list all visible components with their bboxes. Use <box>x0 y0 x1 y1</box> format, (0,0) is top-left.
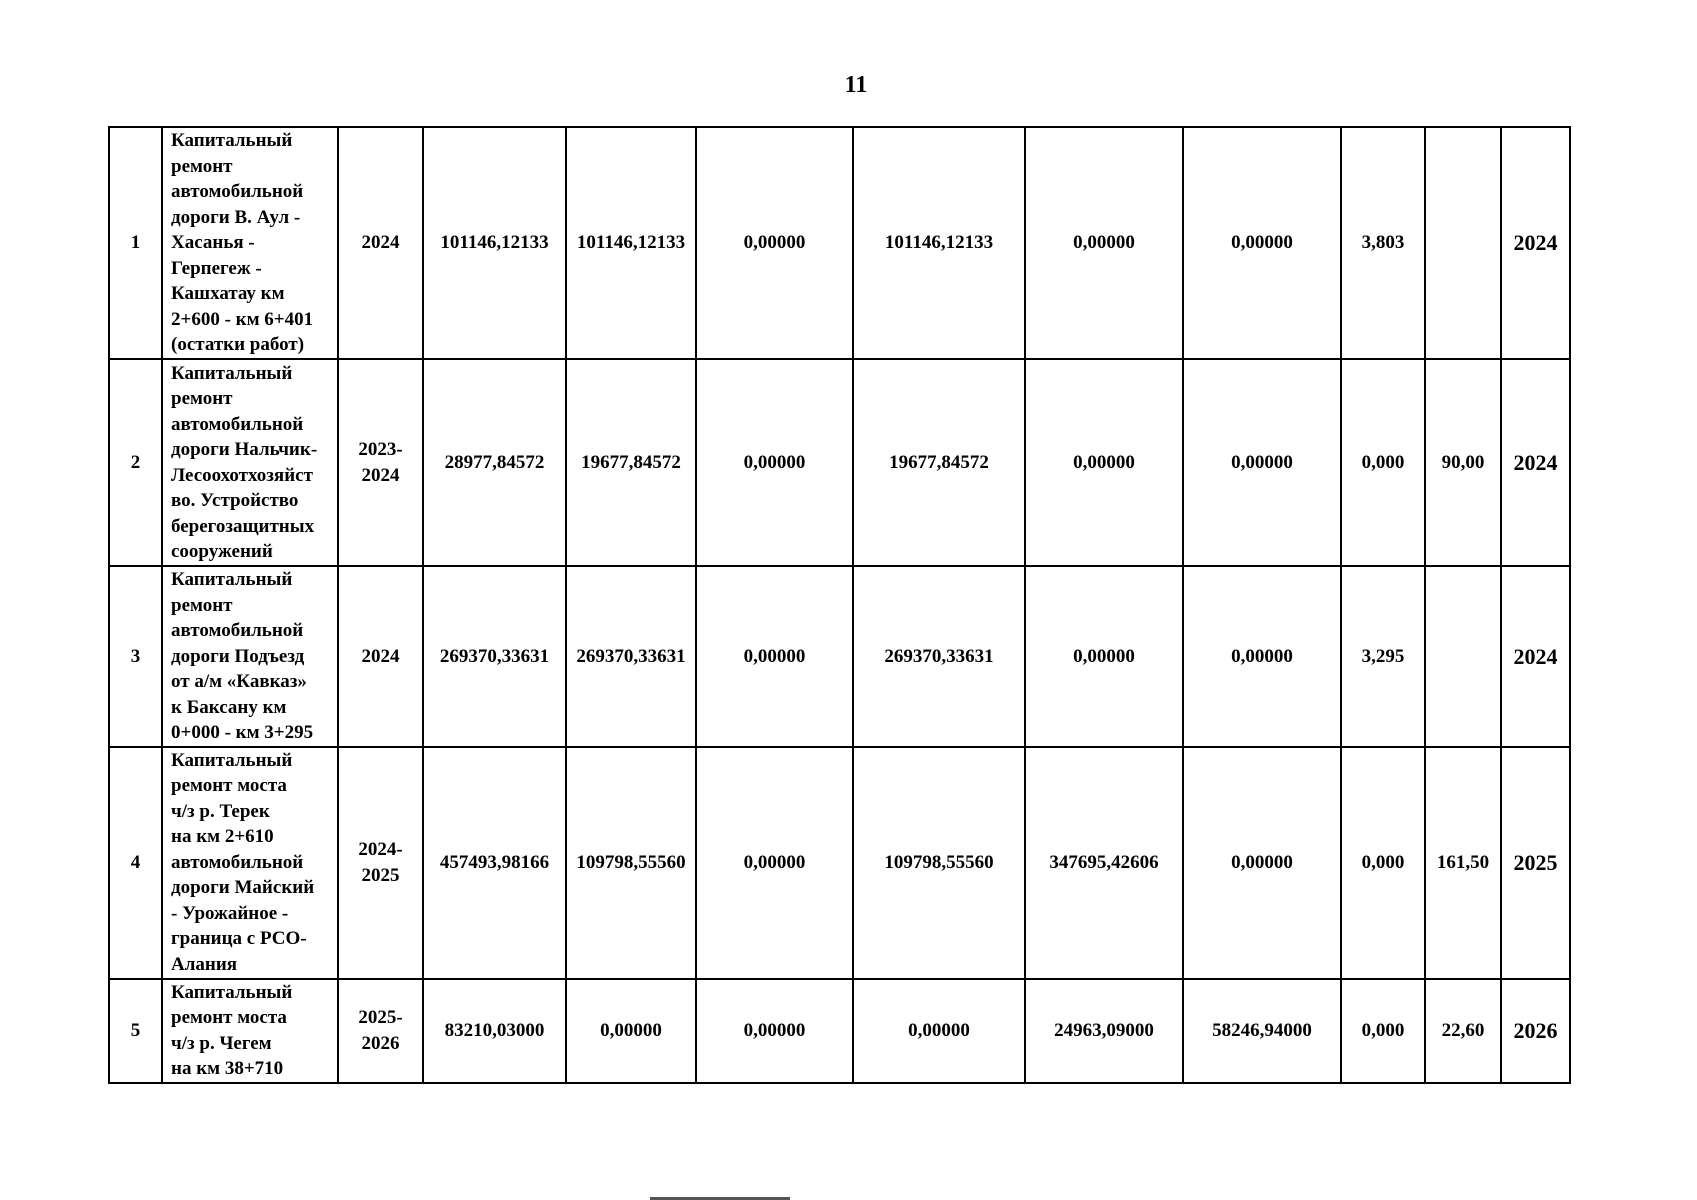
object-name-line: Капитальный <box>171 749 293 771</box>
object-name-line: Алания <box>171 953 238 975</box>
object-name-line: Капитальный <box>171 362 293 384</box>
amount-col7-cell: 269370,33631 <box>853 566 1025 747</box>
amount-col6-cell: 0,00000 <box>696 359 853 566</box>
row-number-cell: 2 <box>109 359 162 566</box>
amount-col9-cell: 58246,94000 <box>1183 979 1341 1083</box>
period-line: 2026 <box>361 1032 400 1054</box>
completion-year-cell: 2024 <box>1501 127 1570 359</box>
length-m-cell: 161,50 <box>1425 747 1501 979</box>
period-line: 2025- <box>358 1007 403 1028</box>
amount-col9-cell: 0,00000 <box>1183 566 1341 747</box>
completion-year-cell: 2025 <box>1501 747 1570 979</box>
works-table <box>108 126 1571 1084</box>
row-number-cell: 4 <box>109 747 162 979</box>
object-name-line: Кашхатау км <box>171 283 285 305</box>
object-name-line: ремонт моста <box>171 1007 287 1028</box>
object-name-line: - Урожайное - <box>171 902 289 924</box>
amount-col8-cell: 347695,42606 <box>1025 747 1183 979</box>
object-name-line: от а/м «Кавказ» <box>171 671 307 692</box>
object-name-line: ремонт <box>171 155 233 177</box>
period-line: 2024 <box>361 645 400 667</box>
length-km-cell: 0,000 <box>1341 747 1425 979</box>
row-number-cell: 3 <box>109 566 162 747</box>
total-cost-cell: 83210,03000 <box>423 979 566 1083</box>
object-name-line: автомобильной <box>171 620 304 641</box>
amount-col6-cell: 0,00000 <box>696 566 853 747</box>
period-cell <box>338 747 423 979</box>
object-name-line: дороги В. Аул - <box>171 206 301 228</box>
object-name-line: берегозащитных <box>171 515 315 537</box>
table-row <box>109 747 1570 979</box>
length-m-cell <box>1425 566 1501 747</box>
amount-col5-cell: 0,00000 <box>566 979 696 1083</box>
object-name-cell <box>162 359 338 566</box>
amount-col6-cell: 0,00000 <box>696 127 853 359</box>
object-name-line: (остатки работ) <box>171 334 305 356</box>
amount-col5-cell: 269370,33631 <box>566 566 696 747</box>
length-km-cell: 3,295 <box>1341 566 1425 747</box>
completion-year-cell: 2024 <box>1501 566 1570 747</box>
object-name-line: Капитальный <box>171 981 293 1003</box>
length-m-cell: 22,60 <box>1425 979 1501 1083</box>
amount-col6-cell: 0,00000 <box>696 979 853 1083</box>
period-cell <box>338 127 423 359</box>
object-name-cell <box>162 127 338 359</box>
period-line: 2025 <box>361 864 400 886</box>
table-row <box>109 359 1570 566</box>
object-name-line: ремонт моста <box>171 775 287 797</box>
amount-col5-cell: 19677,84572 <box>566 359 696 566</box>
completion-year-cell: 2024 <box>1501 359 1570 566</box>
amount-col7-cell: 0,00000 <box>853 979 1025 1083</box>
amount-col9-cell: 0,00000 <box>1183 359 1341 566</box>
page-number: 11 <box>844 72 868 98</box>
object-name-cell <box>162 566 338 747</box>
object-name-line: 0+000 - км 3+295 <box>171 722 314 743</box>
object-name-line: во. Устройство <box>171 490 299 511</box>
object-name-line: автомобильной <box>171 851 304 873</box>
amount-col7-cell: 109798,55560 <box>853 747 1025 979</box>
total-cost-cell: 101146,12133 <box>423 127 566 359</box>
object-name-line: автомобильной <box>171 413 304 435</box>
amount-col8-cell: 24963,09000 <box>1025 979 1183 1083</box>
amount-col9-cell: 0,00000 <box>1183 127 1341 359</box>
object-name-cell <box>162 747 338 979</box>
object-name-line: ч/з р. Терек <box>171 800 270 822</box>
amount-col5-cell: 101146,12133 <box>566 127 696 359</box>
total-cost-cell: 269370,33631 <box>423 566 566 747</box>
object-name-line: дороги Майский <box>171 877 315 899</box>
object-name-line: Лесоохотхозяйст <box>171 464 313 486</box>
row-number-cell: 1 <box>109 127 162 359</box>
length-m-cell <box>1425 127 1501 359</box>
amount-col7-cell: 19677,84572 <box>853 359 1025 566</box>
length-km-cell: 3,803 <box>1341 127 1425 359</box>
amount-col7-cell: 101146,12133 <box>853 127 1025 359</box>
total-cost-cell: 28977,84572 <box>423 359 566 566</box>
object-name-line: автомобильной <box>171 181 304 203</box>
object-name-line: сооружений <box>171 541 273 562</box>
row-number-cell: 5 <box>109 979 162 1083</box>
period-line: 2024 <box>361 464 400 486</box>
object-name-line: на км 2+610 <box>171 826 274 848</box>
amount-col8-cell: 0,00000 <box>1025 127 1183 359</box>
period-cell <box>338 979 423 1083</box>
object-name-line: на км 38+710 <box>171 1058 284 1079</box>
period-line: 2023- <box>358 439 403 460</box>
object-name-line: граница с РСО- <box>171 928 307 950</box>
completion-year-cell: 2026 <box>1501 979 1570 1083</box>
object-name-line: ч/з р. Чегем <box>171 1032 272 1054</box>
object-name-line: дороги Подъезд <box>171 645 305 667</box>
object-name-line: ремонт <box>171 594 233 616</box>
object-name-line: к Баксану км <box>171 696 287 718</box>
table-row <box>109 566 1570 747</box>
total-cost-cell: 457493,98166 <box>423 747 566 979</box>
amount-col9-cell: 0,00000 <box>1183 747 1341 979</box>
object-name-line: Капитальный <box>171 130 293 152</box>
length-m-cell: 90,00 <box>1425 359 1501 566</box>
period-cell <box>338 566 423 747</box>
object-name-line: Герпегеж - <box>171 257 262 279</box>
object-name-line: 2+600 - км 6+401 <box>171 308 314 330</box>
amount-col8-cell: 0,00000 <box>1025 566 1183 747</box>
amount-col6-cell: 0,00000 <box>696 747 853 979</box>
object-name-line: дороги Нальчик- <box>171 439 318 460</box>
table-row <box>109 127 1570 359</box>
amount-col8-cell: 0,00000 <box>1025 359 1183 566</box>
length-km-cell: 0,000 <box>1341 979 1425 1083</box>
period-line: 2024 <box>361 232 400 254</box>
object-name-cell <box>162 979 338 1083</box>
period-line: 2024- <box>358 839 403 860</box>
length-km-cell: 0,000 <box>1341 359 1425 566</box>
object-name-line: ремонт <box>171 388 233 409</box>
table-row <box>109 979 1570 1083</box>
period-cell <box>338 359 423 566</box>
object-name-line: Хасанья - <box>171 232 255 254</box>
object-name-line: Капитальный <box>171 569 293 590</box>
amount-col5-cell: 109798,55560 <box>566 747 696 979</box>
